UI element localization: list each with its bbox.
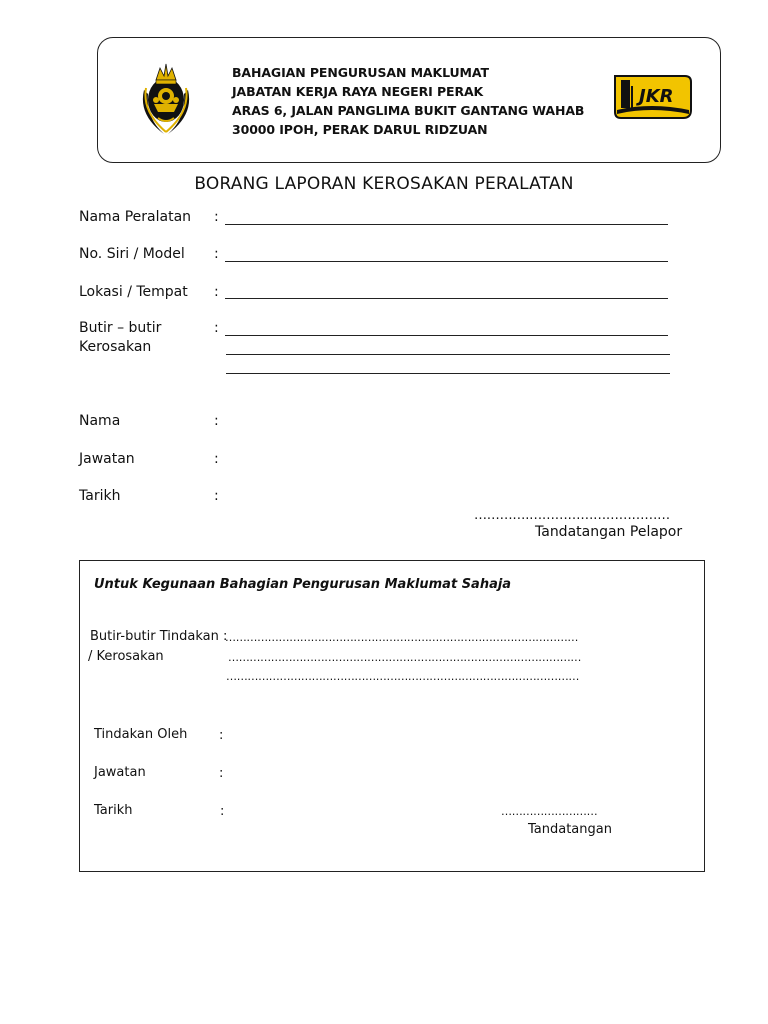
colon: : (214, 488, 219, 504)
lokasi-label: Lokasi / Tempat (79, 284, 188, 300)
tarikh-office-label: Tarikh (94, 803, 133, 818)
colon: : (214, 320, 219, 336)
jawatan-label: Jawatan (79, 451, 135, 467)
butir-line-1[interactable] (225, 335, 668, 336)
nama-peralatan-label: Nama Peralatan (79, 209, 192, 225)
office-signature-label: Tandatangan (528, 822, 612, 837)
agency-name: JABATAN KERJA RAYA NEGERI PERAK (232, 84, 484, 99)
colon: : (219, 766, 224, 781)
form-title: BORANG LAPORAN KEROSAKAN PERALATAN (194, 174, 574, 194)
signature-label: Tandatangan Pelapor (535, 524, 683, 540)
no-siri-line[interactable] (225, 261, 668, 262)
colon: : (214, 246, 219, 262)
signature-dotted-line[interactable]: ………….…………………………… (474, 508, 670, 523)
office-use-title: Untuk Kegunaan Bahagian Pengurusan Maklumat Sahaja (94, 577, 512, 592)
colon: : (214, 284, 219, 300)
jkr-logo-text: JKR (639, 86, 674, 107)
colon: : (214, 451, 219, 467)
department-name: BAHAGIAN PENGURUSAN MAKLUMAT (232, 65, 489, 80)
colon: : (219, 728, 224, 743)
no-siri-label: No. Siri / Model (79, 246, 185, 262)
butir-tindakan-line-1[interactable]: ……………………………………………………………………………………… (225, 631, 579, 644)
letterhead-text (232, 63, 584, 139)
jawatan-office-label: Jawatan (94, 765, 146, 780)
office-signature-dotted-line[interactable]: ……………………… (501, 805, 598, 818)
colon: : (214, 209, 219, 225)
butir-line-2[interactable] (226, 354, 670, 355)
lokasi-line[interactable] (225, 298, 668, 299)
butir-tindakan-line-2[interactable]: ……………………………………………………………………………………… (228, 651, 582, 664)
address-line: ARAS 6, JALAN PANGLIMA BUKIT GANTANG WAHAB (232, 103, 585, 118)
butir-tindakan-label: Butir-butir Tindakan : (90, 629, 228, 644)
tarikh-label: Tarikh (79, 488, 121, 504)
office-use-box (79, 560, 705, 872)
nama-label: Nama (79, 413, 121, 429)
perak-crest-icon (134, 60, 198, 140)
letterhead-box (97, 37, 721, 163)
jkr-logo (611, 72, 693, 124)
butir-tindakan-label-2: / Kerosakan (88, 649, 164, 664)
kerosakan-label: Kerosakan (79, 339, 152, 355)
postcode-line: 30000 IPOH, PERAK DARUL RIDZUAN (232, 122, 488, 137)
nama-peralatan-line[interactable] (225, 224, 668, 225)
butir-tindakan-line-3[interactable]: ……………………………………………………………………………………… (226, 670, 580, 683)
colon: : (220, 804, 225, 819)
butir-line-3[interactable] (226, 373, 670, 374)
butir-label: Butir – butir (79, 320, 162, 336)
colon: : (214, 413, 219, 429)
tindakan-oleh-label: Tindakan Oleh (94, 727, 188, 742)
